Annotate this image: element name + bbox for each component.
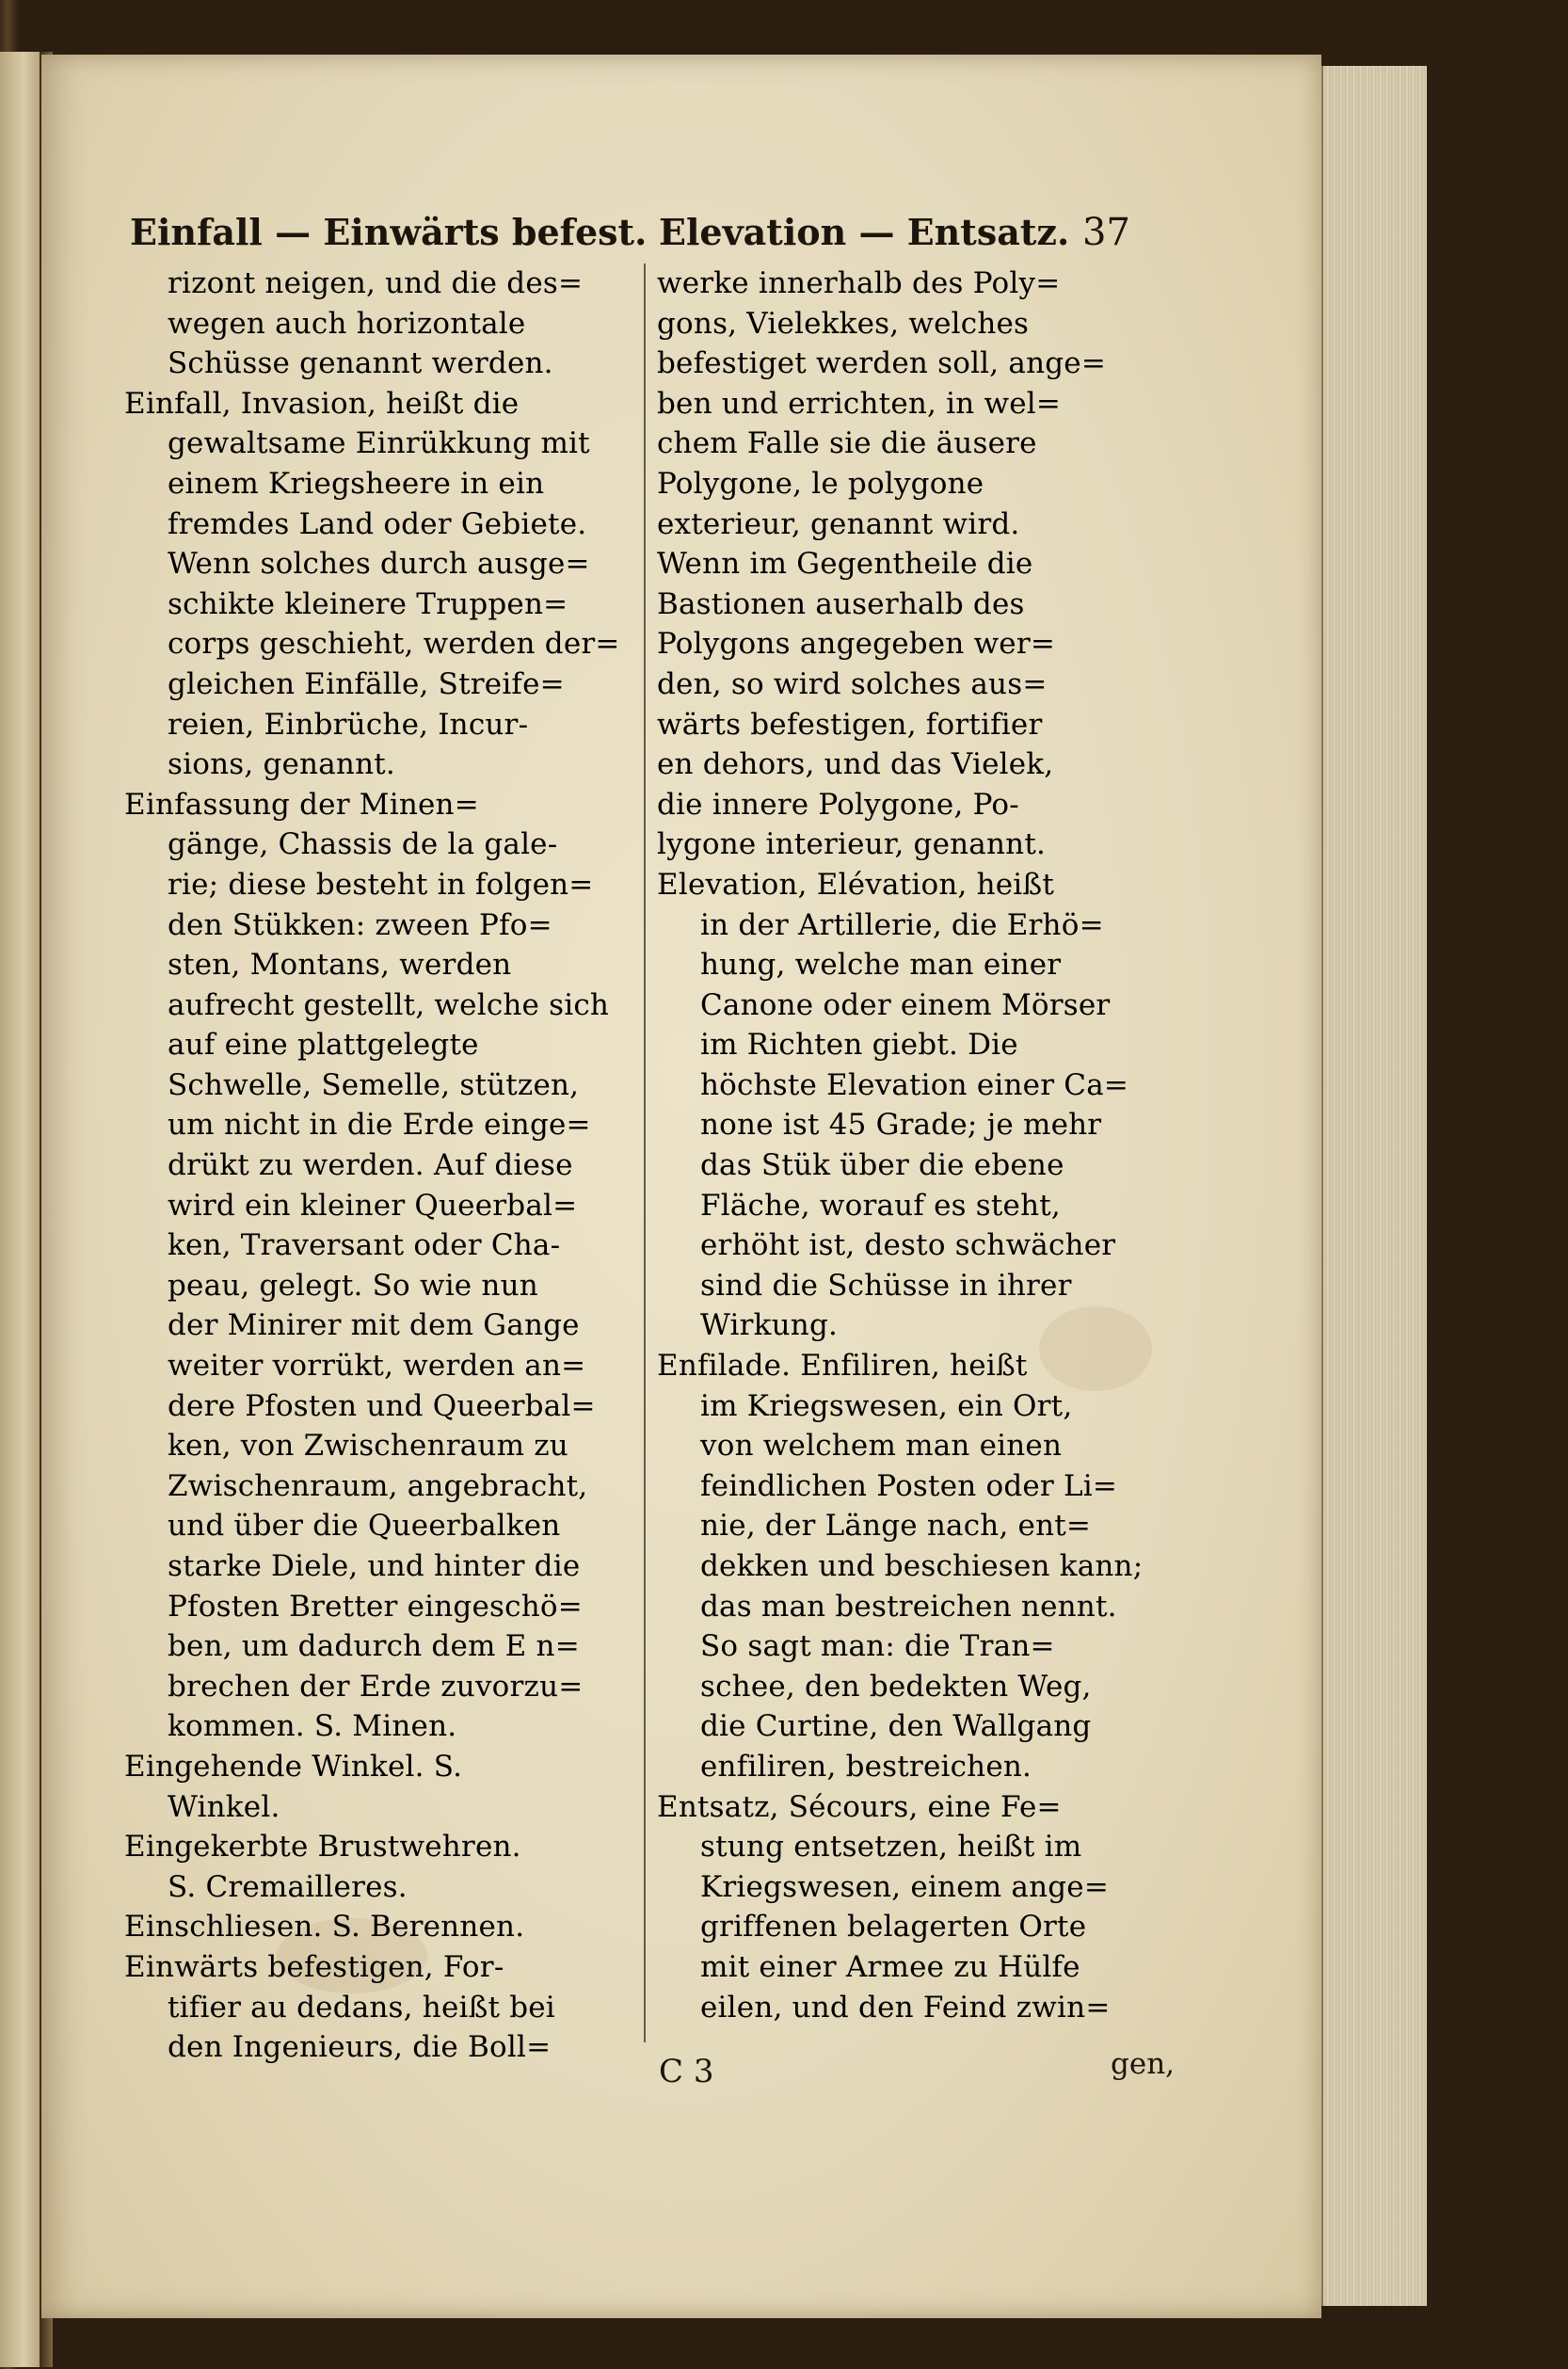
text-line: en dehors, und das Vielek, [657,747,1054,782]
text-line: den Stükken: zween Pfo= [168,907,552,942]
text-line: Eingekerbte Brustwehren. [124,1830,521,1865]
text-line: im Richten giebt. Die [700,1028,1018,1063]
running-head-right: Elevation — Entsatz. [659,211,1070,253]
page-number: 37 [1082,211,1130,254]
text-line: höchste Elevation einer Ca= [700,1067,1129,1102]
text-line: dekken und beschiesen kann; [700,1549,1144,1583]
text-line: Wenn solches durch ausge= [168,547,590,582]
text-line: den, so wird solches aus= [657,666,1048,701]
text-line: Wirkung. [700,1308,839,1343]
text-line: aufrecht gestellt, welche sich [168,987,610,1022]
text-line: exterieur, genannt wird. [657,506,1020,541]
text-line: die Curtine, den Wallgang [700,1709,1092,1744]
text-line: Enfilade. Enfiliren, heißt [657,1349,1028,1384]
text-line: schee, den bedekten Weg, [700,1669,1092,1704]
text-line: kommen. S. Minen. [168,1709,457,1744]
page-fore-edge [1321,66,1427,2306]
text-line: mit einer Armee zu Hülfe [700,1949,1080,1984]
text-line: Schüsse genannt werden. [168,346,553,381]
text-line: der Minirer mit dem Gange [168,1308,580,1343]
text-line: lygone interieur, genannt. [657,827,1047,862]
previous-page-edge [0,52,41,2367]
text-line: und über die Queerbalken [168,1509,561,1544]
text-line: in der Artillerie, die Erhö= [700,907,1104,942]
text-line: im Kriegswesen, ein Ort, [700,1388,1073,1423]
text-line: das man bestreichen nennt. [700,1589,1117,1624]
text-line: Einfall, Invasion, heißt die [124,386,520,421]
text-line: befestiget werden soll, ange= [657,346,1107,381]
column-rule [644,264,646,2042]
text-line: reien, Einbrüche, Incur- [168,707,529,742]
text-line: Bastionen auserhalb des [657,586,1025,621]
text-line: eilen, und den Feind zwin= [700,1990,1111,2025]
text-line: enfiliren, bestreichen. [700,1749,1032,1784]
text-line: ken, von Zwischenraum zu [168,1429,568,1464]
text-line: ben, um dadurch dem E n= [168,1629,580,1664]
text-line: nie, der Länge nach, ent= [700,1509,1092,1544]
text-line: rie; diese besteht in folgen= [168,867,594,902]
text-line: dere Pfosten und Queerbal= [168,1388,596,1423]
text-line: schikte kleinere Truppen= [168,586,568,621]
text-line: peau, gelegt. So wie nun [168,1268,538,1303]
text-line: stung entsetzen, heißt im [700,1830,1082,1865]
text-line: gleichen Einfälle, Streife= [168,666,565,701]
text-line: gänge, Chassis de la gale- [168,827,558,862]
text-line: Eingehende Winkel. S. [124,1749,463,1784]
text-line: einem Kriegsheere in ein [168,466,545,501]
text-line: So sagt man: die Tran= [700,1629,1055,1664]
text-line: wegen auch horizontale [168,306,526,341]
text-line: den Ingenieurs, die Boll= [168,2030,552,2065]
text-line: werke innerhalb des Poly= [657,266,1061,300]
text-line: Winkel. [168,1789,280,1824]
text-line: Elevation, Elévation, heißt [657,867,1054,902]
text-line: brechen der Erde zuvorzu= [168,1669,584,1704]
text-line: none ist 45 Grade; je mehr [700,1108,1102,1143]
text-line: Wenn im Gegentheile die [657,547,1033,582]
text-line: wärts befestigen, fortifier [657,707,1043,742]
text-line: feindlichen Posten oder Li= [700,1468,1118,1503]
text-line: sions, genannt. [168,747,395,782]
text-line: fremdes Land oder Gebiete. [168,506,587,541]
text-line: um nicht in die Erde einge= [168,1108,591,1143]
text-line: Polygone, le polygone [657,466,984,501]
signature-mark: C 3 [659,2053,714,2090]
right-column [657,264,1184,2027]
text-line: ben und errichten, in wel= [657,386,1062,421]
text-line: Einwärts befestigen, For- [124,1949,504,1984]
text-line: wird ein kleiner Queerbal= [168,1188,578,1223]
text-line: chem Falle sie die äusere [657,426,1037,461]
text-line: corps geschieht, werden der= [168,627,620,662]
text-line: Einfassung der Minen= [124,787,479,822]
text-line: die innere Polygone, Po- [657,787,1019,822]
text-line: gewaltsame Einrükkung mit [168,426,590,461]
text-line: sten, Montans, werden [168,948,512,983]
text-line: weiter vorrükt, werden an= [168,1349,586,1384]
text-line: Einschliesen. S. Berennen. [124,1910,525,1945]
text-line: ken, Traversant oder Cha- [168,1228,561,1263]
text-line: griffenen belagerten Orte [700,1910,1087,1945]
text-line: Polygons angegeben wer= [657,627,1056,662]
text-line: Kriegswesen, einem ange= [700,1869,1110,1904]
text-line: das Stük über die ebene [700,1148,1064,1183]
text-line: Zwischenraum, angebracht, [168,1468,588,1503]
text-line: S. Cremailleres. [168,1869,408,1904]
text-line: Entsatz, Sécours, eine Fe= [657,1789,1062,1824]
text-line: hung, welche man einer [700,948,1062,983]
text-line: starke Diele, und hinter die [168,1549,581,1583]
text-line: rizont neigen, und die des= [168,266,584,300]
running-head-left: Einfall — Einwärts befest. [130,211,648,253]
text-line: gons, Vielekkes, welches [657,306,1030,341]
text-line: Canone oder einem Mörser [700,987,1111,1022]
text-line: von welchem man einen [700,1429,1063,1464]
text-line: Fläche, worauf es steht, [700,1188,1061,1223]
left-column [124,264,632,2068]
catchword: gen, [1111,2047,1176,2081]
text-line: Pfosten Bretter eingeschö= [168,1589,583,1624]
text-line: drükt zu werden. Auf diese [168,1148,573,1183]
text-line: erhöht ist, desto schwächer [700,1228,1116,1263]
text-line: tifier au dedans, heißt bei [168,1990,555,2025]
text-line: Schwelle, Semelle, stützen, [168,1067,580,1102]
text-line: sind die Schüsse in ihrer [700,1268,1072,1303]
text-line: auf eine plattgelegte [168,1028,479,1063]
